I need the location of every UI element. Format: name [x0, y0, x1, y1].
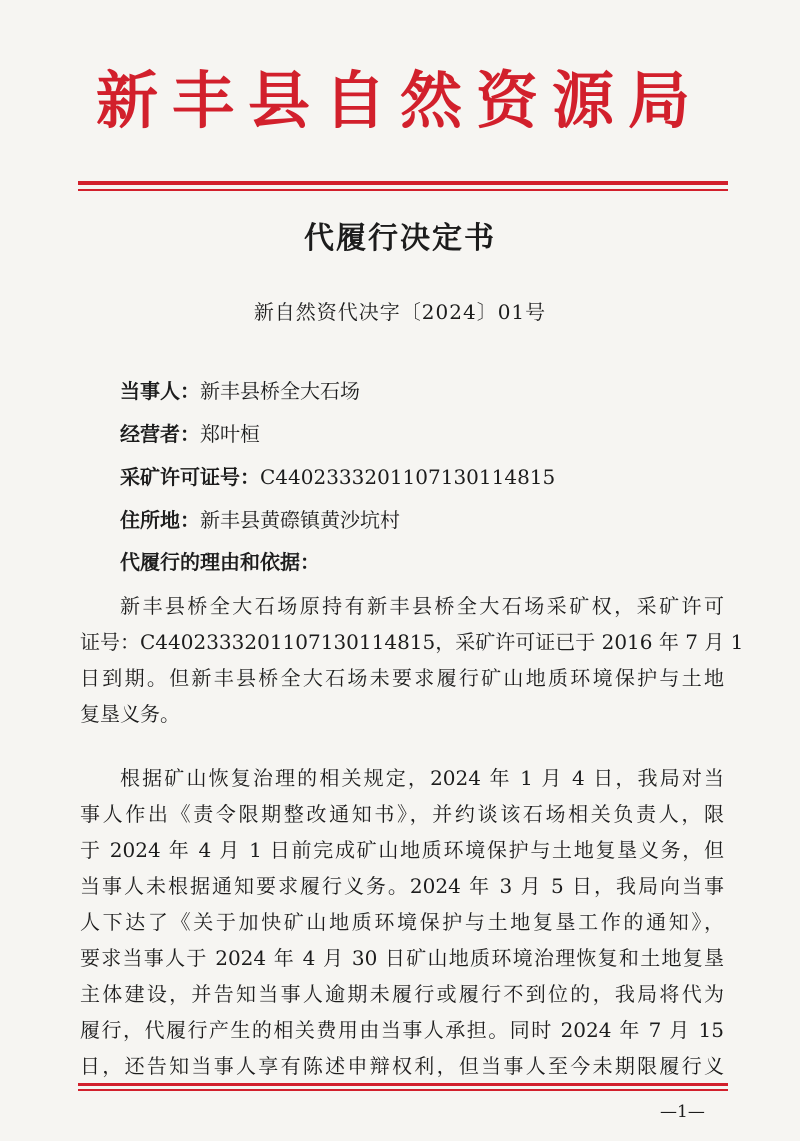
paragraph-1-line: 新丰县桥全大石场原持有新丰县桥全大石场采矿权，采矿许可: [120, 594, 724, 618]
footer-rule-thin: [78, 1089, 728, 1091]
paragraph-2-line: 事人作出《责令限期整改通知书》，并约谈该石场相关负责人，限: [80, 802, 724, 826]
license-label: 采矿许可证号：: [120, 465, 260, 489]
paragraph-2-line: 当事人未根据通知要求履行义务。2024 年 3 月 5 日，我局向当事: [80, 874, 724, 898]
paragraph-2-line: 主体建设，并告知当事人逾期未履行或履行不到位的，我局将代为: [80, 982, 724, 1006]
header-rule-thin: [78, 189, 728, 191]
address-field: [120, 510, 400, 530]
paragraph-2-line: 于 2024 年 4 月 1 日前完成矿山地质环境保护与土地复垦义务，但: [80, 838, 724, 862]
organization-header: 新丰县自然资源局: [95, 64, 704, 137]
paragraph-2-line: 履行，代履行产生的相关费用由当事人承担。同时 2024 年 7 月 15: [80, 1018, 724, 1042]
party-name-label: 当事人：: [120, 379, 200, 403]
paragraph-1-line: 证号：C4402333201107130114815，采矿许可证已于 2016 年 7 月 1: [80, 630, 744, 654]
paragraph-1-line: 复垦义务。: [80, 702, 180, 726]
paragraph-2-line: 根据矿山恢复治理的相关规定，2024 年 1 月 4 日，我局对当: [120, 766, 724, 790]
paragraph-2-line: 人下达了《关于加快矿山地质环境保护与土地复垦工作的通知》，: [80, 910, 724, 934]
paragraph-1-line: 日到期。但新丰县桥全大石场未要求履行矿山地质环境保护与土地: [80, 666, 724, 690]
address-value: 新丰县黄磜镇黄沙坑村: [200, 508, 400, 532]
header-rule-thick: [78, 181, 728, 185]
operator-label: 经营者：: [120, 422, 200, 446]
address-label: 住所地：: [120, 508, 200, 532]
section-heading: 代履行的理由和依据：: [120, 550, 320, 574]
operator-value: 郑叶桓: [200, 422, 260, 446]
party-name-value: 新丰县桥全大石场: [200, 379, 360, 403]
page-number: —1—: [660, 1102, 705, 1122]
license-field: [120, 467, 555, 487]
document-title: 代履行决定书: [304, 221, 496, 256]
paragraph-2-line: 要求当事人于 2024 年 4 月 30 日矿山地质环境治理恢复和土地复垦: [80, 946, 724, 970]
operator-field: [120, 424, 260, 444]
footer-rule-thick: [78, 1083, 728, 1086]
party-name-field: [120, 381, 360, 401]
document-number: 新自然资代决字〔2024〕01号: [253, 300, 547, 324]
license-value: C4402333201107130114815: [260, 465, 556, 489]
paragraph-2-line: 日，还告知当事人享有陈述申辩权利，但当事人至今未期限履行义: [80, 1054, 724, 1078]
